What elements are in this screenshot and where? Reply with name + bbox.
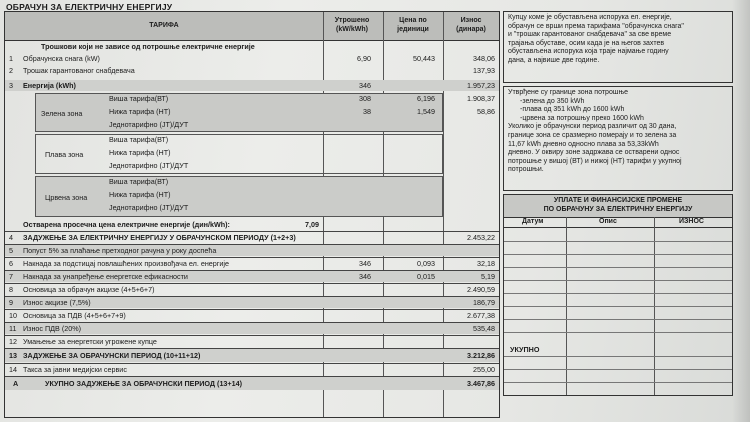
red-nt-label: Нижа тарифа (НТ) bbox=[109, 190, 171, 199]
table-row: 6 Накнада за подстицај повлашћених произвођача ел. енергије 346 0,093 32,18 bbox=[5, 257, 499, 269]
bill-title: ОБРАЧУН ЗА ЕЛЕКТРИЧНУ ЕНЕРГИЈУ bbox=[6, 2, 173, 12]
table-row: 9 Износ акцизе (7,5%) 186,79 bbox=[5, 296, 499, 308]
table-row: 14 Такса за јавни медијски сервис 255,00 bbox=[5, 363, 499, 375]
payments-heading: УПЛАТЕ И ФИНАНСИЈСКЕ ПРОМЕНЕ ПО ОБРАЧУНУ ЗА ЕЛЕКТРИЧНУ ЕНЕРГИЈУ bbox=[504, 195, 732, 218]
red-jt-label: Једнотарифно (ЈТ)/ДУТ bbox=[109, 203, 189, 212]
table-row: 13 ЗАДУЖЕЊЕ ЗА ОБРАЧУНСКИ ПЕРИОД (10+11+12) 3.212,86 bbox=[5, 348, 499, 362]
blue-jt-label: Једнотарифно (ЈТ)/ДУТ bbox=[109, 161, 189, 170]
payments-total-label: УКУПНО bbox=[510, 345, 540, 354]
green-jt-label: Једнотарифно (ЈТ)/ДУТ bbox=[109, 120, 189, 129]
table-row: 11 Износ ПДВ (20%) 535,48 bbox=[5, 322, 499, 334]
green-nt-label: Нижа тарифа (НТ) bbox=[109, 107, 171, 116]
header-iznos: Износ (динара) bbox=[456, 17, 486, 33]
fixed-costs-heading: Трошкови који не зависе од потрошње електричне енергије bbox=[41, 42, 255, 51]
blue-nt-label: Нижа тарифа (НТ) bbox=[109, 148, 171, 157]
payments-columns bbox=[504, 217, 732, 228]
red-vt-label: Виша тарифа(ВТ) bbox=[109, 177, 169, 186]
table-header bbox=[5, 12, 499, 41]
table-row-total: А УКУПНО ЗАДУЖЕЊЕ ЗА ОБРАЧУНСКИ ПЕРИОД (13+14) 3.467,86 bbox=[5, 376, 499, 390]
avg-price-row: Остварена просечна цена електричне енергије (дин/kWh): 7,09 bbox=[23, 220, 319, 229]
blue-vt-label: Виша тарифа(ВТ) bbox=[109, 135, 169, 144]
col-date: Датум bbox=[522, 218, 544, 225]
green-nt-price: 1,549 bbox=[417, 107, 435, 116]
table-row: 7 Накнада за унапређење енергетске ефикасности 346 0,015 5,19 bbox=[5, 270, 499, 282]
notice-zones: Утврђене су границе зона потрошње -зелена до 350 kWh -плава од 351 kWh до 1600 kWh -црвена за потрошњу преко 1600 kWh Уколико је обрачунски период различит од 30 дана, границе зона се сразмерно померају и то зелена за 11,67 kWh дневно односно плава за 53,33kWh дневно. У оквиру зоне задржава се остварени однос потрошње у вишој (ВТ) и нижој (НТ) тарифи у укупној потрошњи. bbox=[503, 86, 733, 191]
green-vt-price: 6,196 bbox=[417, 94, 435, 103]
payments-table bbox=[503, 194, 733, 396]
header-tarifa: ТАРИФА bbox=[149, 22, 179, 29]
col-desc: Опис bbox=[599, 218, 617, 225]
green-zone bbox=[35, 93, 443, 132]
header-utroseno: Утрошено (kW/kWh) bbox=[334, 17, 370, 33]
page-edge-shadow bbox=[732, 0, 750, 422]
table-row: 5 Попуст 5% за плаћање претходног рачуна у року доспећа bbox=[5, 244, 499, 256]
blue-zone bbox=[35, 134, 443, 174]
red-zone bbox=[35, 176, 443, 217]
table-row: 1 Обрачунска снага (kW) 6,90 50,443 348,06 bbox=[9, 54, 495, 63]
table-row: 2 Трошак гарантованог снабдевача 137,93 bbox=[9, 66, 495, 75]
green-nt-qty: 38 bbox=[363, 107, 371, 116]
notice-suspension: Купцу коме је обустављена испорука ел. енергије, обрачун се врши према тарифама "обрачунска снага" и "трошак гарантованог снабдевача" за све време трајања обуставе, осим када је на његов захтев обустављена испорука која траје најмање годину дана, а највише две године. bbox=[503, 11, 733, 83]
table-row: 12 Умањење за енергетски угрожене купце bbox=[5, 335, 499, 347]
blue-zone-label: Плава зона bbox=[45, 150, 84, 159]
red-zone-label: Црвена зона bbox=[45, 193, 88, 202]
green-nt-amount: 58,86 bbox=[477, 107, 495, 116]
table-row-energy: 3 Енергија (kWh) 346 1.957,23 bbox=[5, 80, 499, 91]
green-zone-label: Зелена зона bbox=[41, 109, 83, 118]
green-vt-qty: 308 bbox=[359, 94, 371, 103]
table-row: 10 Основица за ПДВ (4+5+6+7+9) 2.677,38 bbox=[5, 309, 499, 321]
table-row: 8 Основица за обрачун акцизе (4+5+6+7) 2.490,59 bbox=[5, 283, 499, 295]
header-cena: Цена по јединици bbox=[397, 17, 429, 33]
col-amount: ИЗНОС bbox=[679, 218, 704, 225]
charges-table bbox=[4, 11, 500, 418]
green-vt-amount: 1.908,37 bbox=[467, 94, 495, 103]
table-row: 4 ЗАДУЖЕЊЕ ЗА ЕЛЕКТРИЧНУ ЕНЕРГИЈУ У ОБРАЧУНСКОМ ПЕРИОДУ (1+2+3) 2.453,22 bbox=[5, 231, 499, 243]
green-vt-label: Виша тарифа(ВТ) bbox=[109, 94, 169, 103]
